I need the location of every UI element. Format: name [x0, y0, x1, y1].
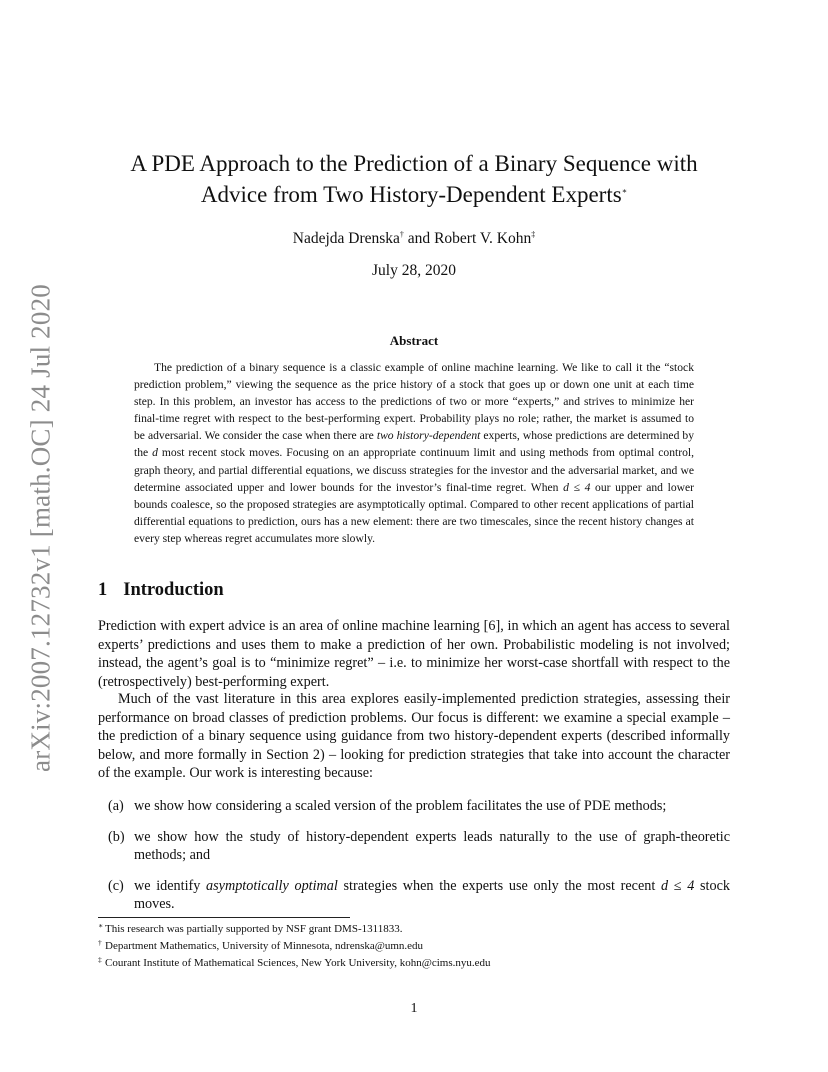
intro-paragraph-1: Prediction with expert advice is an area of online machine learning [6], in which an agent has access to several experts’ predictions and uses them to make a prediction of her own. Probabilistic modeling is not involved; instead, the agent’s goal is to “minimize regret” – i.e. to minimize her worst-case shortfall with respect to the (retrospectively) best-performing expert.: [98, 618, 730, 690]
intro-paragraph-2: Much of the vast literature in this area explores easily-implemented prediction strategies, assessing their performance on broad classes of prediction problems. Our focus is different: we examine a special example – the prediction of a binary sequence using guidance from two history-dependent experts (described informally below, and more formally in Section 2) – looking for prediction strategies that take into account the character of the example. Our work is interesting because:: [98, 691, 730, 782]
author-connector: and: [403, 230, 435, 247]
list-item: [98, 828, 730, 865]
abstract-text: The prediction of a binary sequence is a classic example of online machine learning. We like to call it the “stock prediction problem,” viewing the sequence as the price history of a stock that goes up or down one unit at each time step. In this problem, an investor has access to the predictions of two or more “experts,” and strives to minimize her final-time regret with respect to the best-performing expert. Probability plays no role; rather, the market is assumed to be adversarial. We consider the case when there are: [134, 361, 694, 443]
footnote-text: This research was partially supported by NSF grant DMS-1311833.: [105, 923, 403, 935]
abstract-text: experts, whose predictions are determined by the: [134, 429, 695, 460]
abstract-text: our upper and lower bounds coalesce, so the proposed strategies are asymptotically optimal. Compared to other recent applications of partial differential equations to prediction, ours has a new element: there are two timescales, since the recent history changes at every step whereas regret accumulates more slowly.: [134, 480, 694, 545]
abstract-emphasis: two history-dependent: [376, 429, 481, 443]
math-inequality: d ≤ 4: [661, 877, 695, 894]
list-marker: (c): [108, 877, 124, 894]
contribution-list: [98, 797, 730, 914]
list-marker: (b): [108, 828, 125, 845]
author-name: Nadejda Drenska: [292, 230, 400, 247]
footnote-divider: [98, 917, 350, 918]
footnote-text: Department Mathematics, University of Minnesota, ndrenska@umn.edu: [105, 940, 424, 952]
list-item: [98, 877, 730, 914]
arxiv-identifier-text: arXiv:2007.12732v1 [math.OC] 24 Jul 2020: [25, 284, 56, 772]
title-line-2: Advice from Two History-Dependent Experts: [200, 182, 622, 207]
publication-date: July 28, 2020: [372, 262, 456, 279]
section-title: Introduction: [123, 580, 224, 600]
title-footnote-mark: ∗: [621, 186, 628, 196]
footnote-mark: †: [98, 938, 102, 947]
page-number: 1: [410, 1001, 418, 1016]
list-marker: (a): [108, 798, 124, 814]
math-variable: d: [152, 446, 158, 460]
footnote-text: Courant Institute of Mathematical Sciences, New York University, kohn@cims.nyu.edu: [105, 957, 491, 969]
abstract-body: [134, 359, 694, 547]
list-item: [98, 797, 730, 816]
section-heading: [98, 580, 224, 601]
arxiv-identifier-stamp: [20, 280, 62, 776]
list-item-text: stock moves.: [134, 877, 730, 913]
author-name: Robert V. Kohn: [434, 230, 532, 247]
footnote: [98, 955, 730, 972]
author-list: [98, 230, 730, 248]
section-number: 1: [98, 580, 108, 600]
author-affiliation-mark: ‡: [531, 229, 536, 239]
list-item-text: we show how considering a scaled version of the problem facilitates the use of PDE methods;: [134, 798, 667, 814]
math-inequality: d ≤ 4: [563, 480, 591, 494]
abstract-heading: Abstract: [389, 333, 439, 348]
list-item-text: we show how the study of history-dependent experts leads naturally to the use of graph-theoretic methods; and: [134, 828, 730, 864]
list-item-emphasis: asymptotically optimal: [206, 877, 338, 894]
footnote-mark: ‡: [98, 955, 102, 964]
author-affiliation-mark: †: [399, 229, 404, 239]
footnote: [98, 921, 730, 938]
footnote: [98, 938, 730, 955]
title-line-1: A PDE Approach to the Prediction of a Binary Sequence with: [130, 151, 698, 176]
list-item-text: we identify: [134, 877, 207, 894]
footnote-mark: ∗: [98, 921, 104, 930]
footnotes: [98, 921, 730, 972]
list-item-text: strategies when the experts use only the most recent: [337, 877, 661, 894]
paper-title: [98, 148, 730, 210]
abstract-text: most recent stock moves. Focusing on an appropriate continuum limit and using methods from optimal control, graph theory, and partial differential equations, we discuss strategies for the investor and the adversarial market, and we determine associated upper and lower bounds for the investor’s final-time regret. When: [134, 446, 695, 494]
